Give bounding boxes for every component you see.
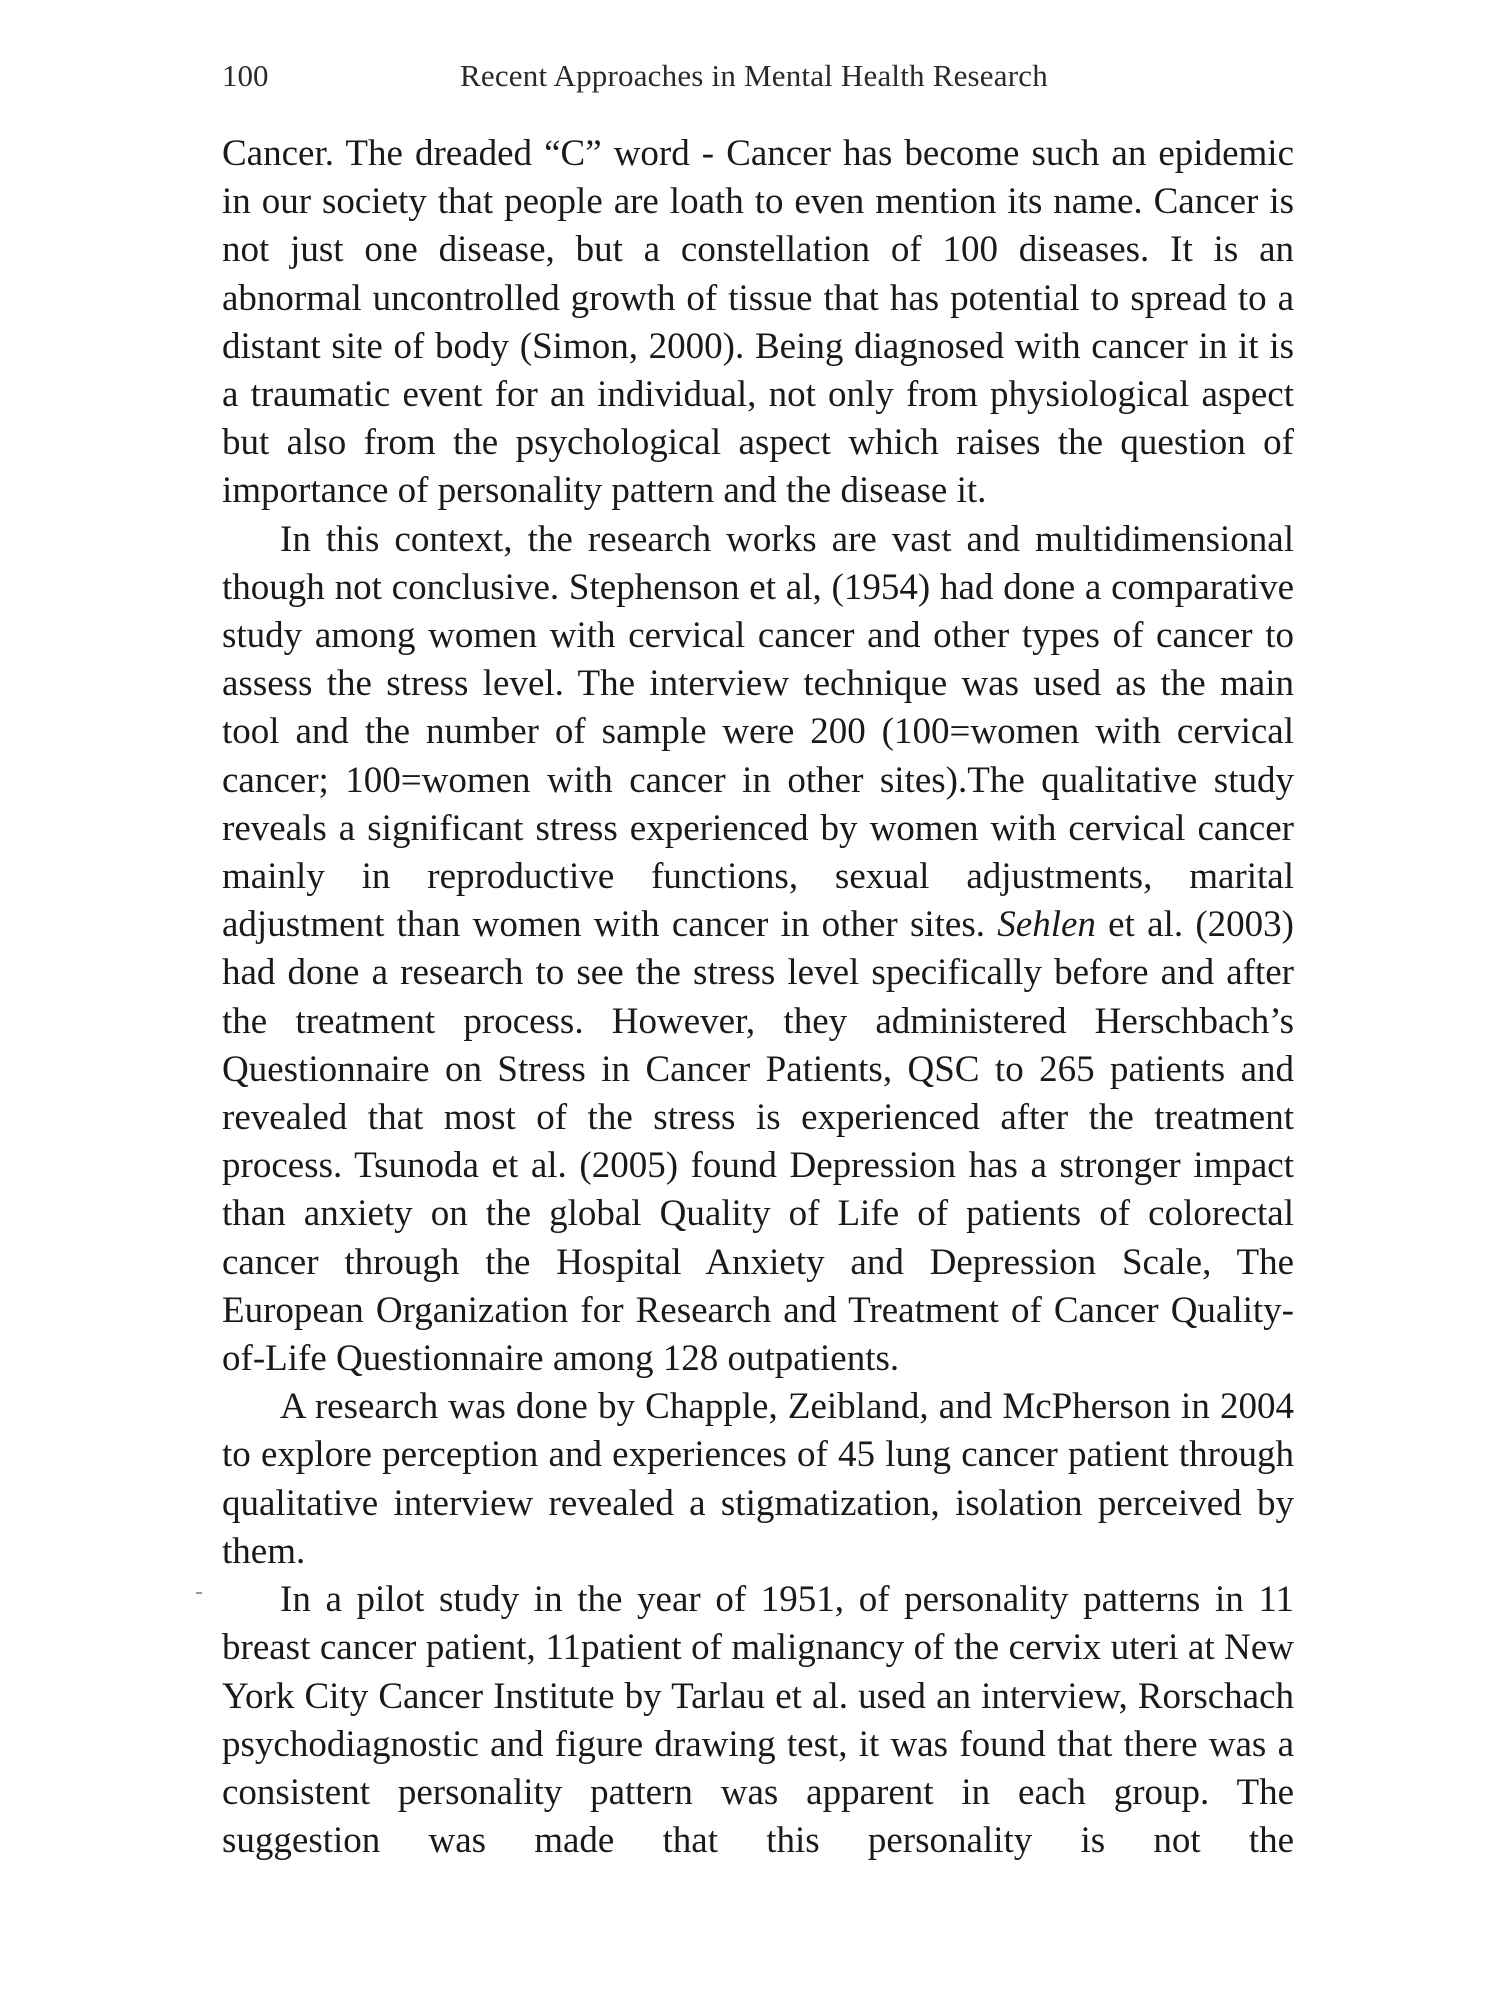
running-header [222,52,1302,102]
paragraph-4: In a pilot study in the year of 1951, of personality patterns in 11 breast cancer patient, 11patient of malignancy of the cervix uteri at New York City Cancer Institute by Tarlau et al. used an interview, Rorschach psychodiagnostic and figure drawing test, it was found that there was a consistent personality pattern was apparent in each group. The suggestion was made that this personality is not the [222,1579,1294,1862]
running-title: Recent Approaches in Mental Health Research [460,58,1048,93]
margin-mark [196,1592,202,1594]
paragraph-1: Cancer. The dreaded “C” word - Cancer has become such an epidemic in our society that people are loath to even mention its name. Cancer is not just one disease, but a constellation of 100 diseases. It is an abnormal uncontrolled growth of tissue that has potential to spread to a distant site of body (Simon, 2000). Being diagnosed with cancer in it is a traumatic event for an individual, not only from physiological aspect but also from the psychological aspect which raises the question of importance of personality pattern and the disease it. [222,133,1294,512]
body-text [222,130,1294,1865]
paragraph-2-part-2: et al. (2003) had done a research to see the stress level specifically before and after the treatment process. However, they administered Herschbach’s Questionnaire on Stress in Cancer Patients, QSC to 265 patients and revealed that most of the stress is experienced after the treatment process. Tsunoda et al. (2005) found Depression has a stronger impact than anxiety on the global Quality of Life of patients of colorectal cancer through the Hospital Anxiety and Depression Scale, The European Organization for Research and Treatment of Cancer Quality-of-Life Questionnaire among 128 outpatients. [222,904,1294,1380]
paragraph-3: A research was done by Chapple, Zeibland, and McPherson in 2004 to explore perception and experiences of 45 lung cancer patient through qualitative interview revealed a stigmatization, isolation perceived by them. [222,1386,1294,1572]
page-number: 100 [222,58,269,93]
paragraph-2-part-1: In this context, the research works are vast and multidimensional though not conclusive. Stephenson et al, (1954) had done a comparative study among women with cervical cancer and other types of cancer to assess the stress level. The interview technique was used as the main tool and the number of sample were 200 (100=women with cervical cancer; 100=women with cancer in other sites).The qualitative study reveals a significant stress experienced by women with cervical cancer mainly in reproductive functions, sexual adjustments, marital adjustment than women with cancer in other sites. [222,518,1294,946]
paragraph-2-italic-author: Sehlen [997,904,1096,946]
paragraph-2 [222,516,1294,1384]
